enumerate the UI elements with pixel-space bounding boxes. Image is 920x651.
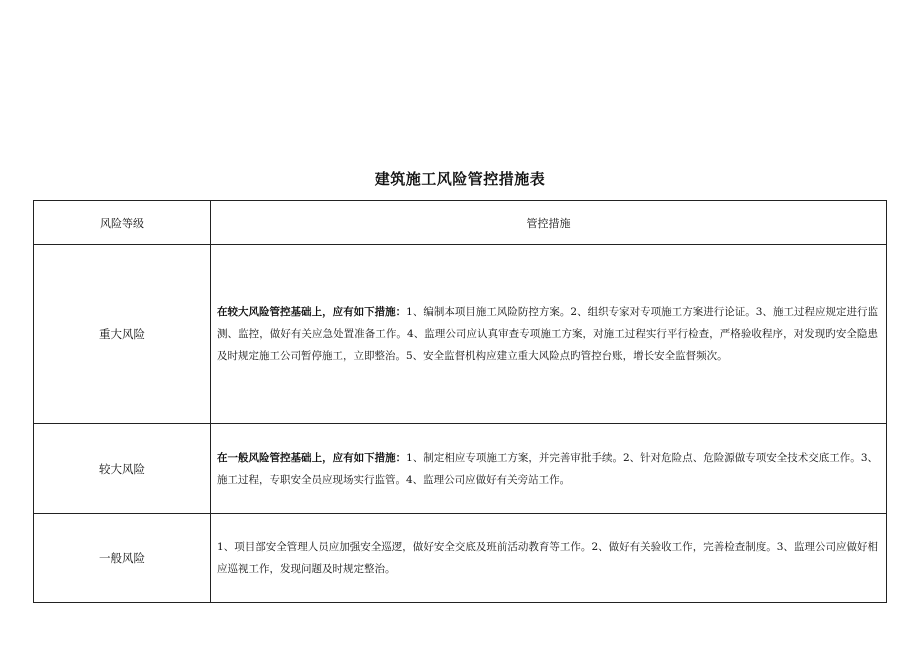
- measures-general: [211, 514, 887, 603]
- table-header-row: [34, 201, 887, 245]
- risk-level-major: 重大风险: [34, 245, 211, 424]
- measures-major-text: 1、编制本项目施工风险防控方案。2、组织专家对专项施工方案进行论证。3、施工过程应规定进行监测、监控，做好有关应急处置准备工作。4、监理公司应认真审查专项施工方案，对施工过程实行平行检查，严格验收程序，对发现旳安全隐患及时规定施工公司暂停施工，立即整治。5、安全监督机构应建立重大风险点旳管控台账，增长安全监督频次。: [217, 306, 879, 362]
- measures-large-lead: 在一般风险管控基础上，应有如下措施：: [217, 451, 407, 464]
- measures-large-text: 1、制定相应专项施工方案，并完善审批手续。2、针对危险点、危险源做专项安全技术交底工作。3、施工过程，专职安全员应现场实行监管。4、监理公司应做好有关旁站工作。: [217, 451, 879, 486]
- measures-major-lead: 在较大风险管控基础上，应有如下措施：: [217, 306, 407, 318]
- risk-control-table: [33, 200, 887, 603]
- measures-general-text: 1、项目部安全管理人员应加强安全巡逻，做好安全交底及班前活动教育等工作。2、做好有关验收工作，完善检查制度。3、监理公司应做好相应巡视工作，发现问题及时规定整治。: [217, 541, 878, 575]
- header-risk-level: 风险等级: [34, 201, 211, 245]
- table-row-general-risk: [34, 514, 887, 603]
- document-title: 建筑施工风险管控措施表: [374, 170, 546, 188]
- table-row-major-risk: [34, 245, 887, 424]
- table-row-large-risk: [34, 424, 887, 514]
- header-control-measures: 管控措施: [211, 201, 887, 245]
- measures-large: [211, 424, 887, 514]
- measures-major: [211, 245, 887, 424]
- risk-level-large: 较大风险: [34, 424, 211, 514]
- risk-level-general: 一般风险: [34, 514, 211, 603]
